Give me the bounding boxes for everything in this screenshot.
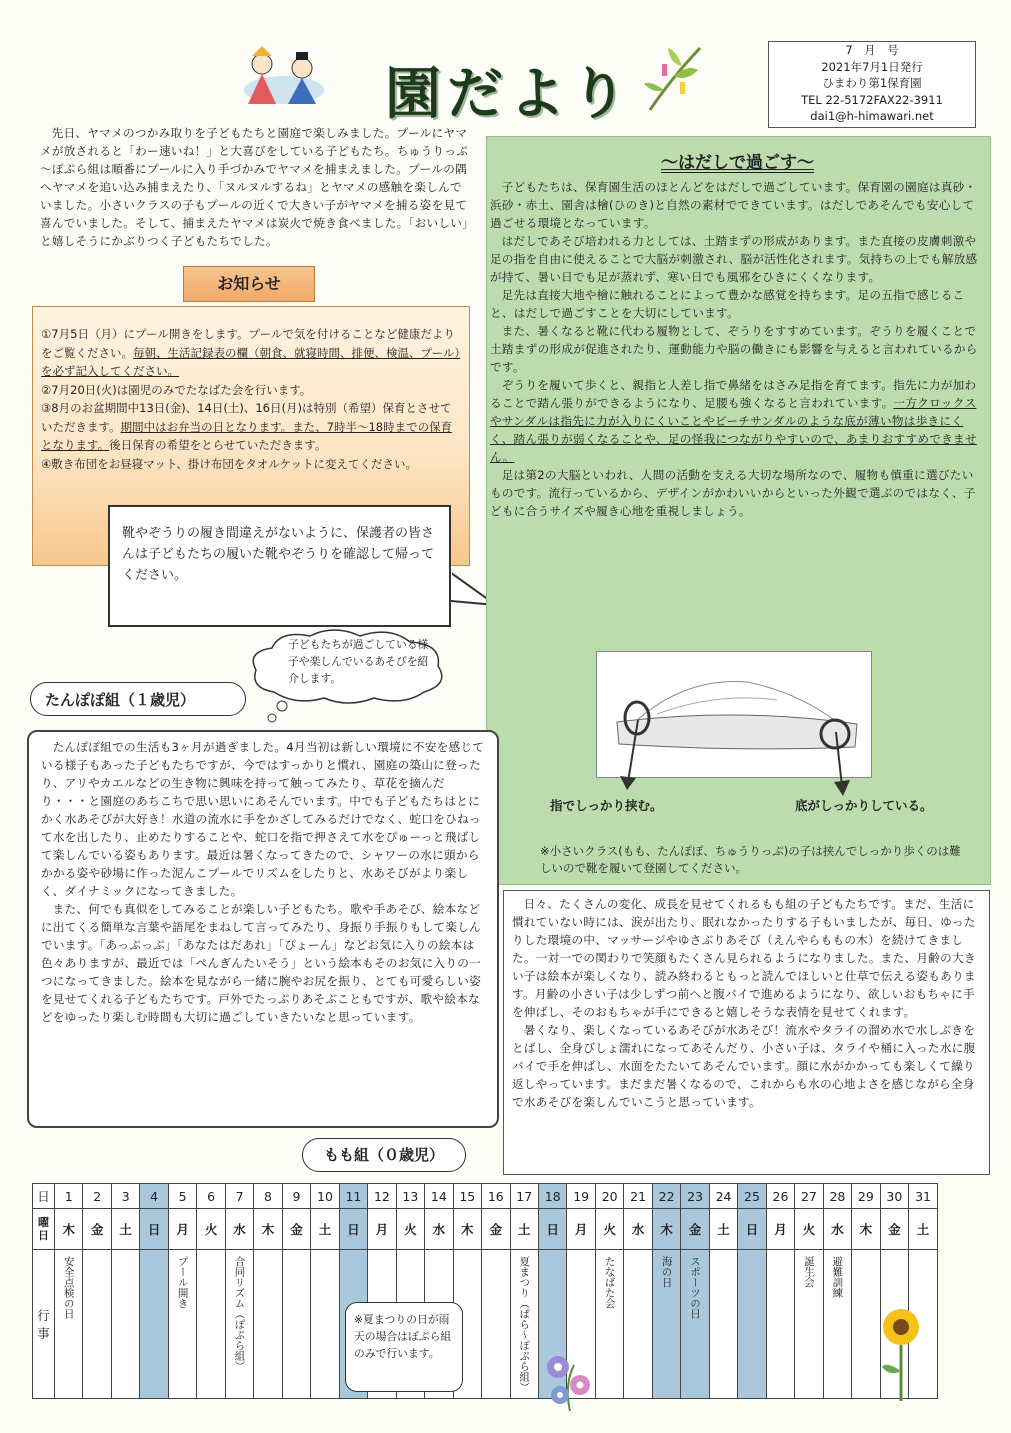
barefoot-paragraph: 足先は直接大地や檜に触れることによって豊かな感覚を持ちます。足の五指で感じること、はだしで過ごすことを大切にしています。 xyxy=(490,288,965,320)
calendar-day-cell: 18 xyxy=(538,1184,566,1209)
notice-item xyxy=(41,399,461,455)
calendar-weekday-cell: 金 xyxy=(282,1209,310,1250)
calendar-weekday-cell: 水 xyxy=(425,1209,453,1250)
small-class-note: ※小さいクラス(もも、たんぽぽ、ちゅうりっぷ)の子は挟んでしっかり歩くのは難しいので靴を履いて登園してください。 xyxy=(540,844,961,875)
calendar-day-cell: 1 xyxy=(55,1184,83,1209)
calendar-day-row xyxy=(33,1184,938,1209)
barefoot-paragraph: 子どもたちは、保育園生活のほとんどをはだしで過ごしています。保育園の園庭は真砂・浜砂・赤土、園舎は檜(ひのき)と自然の素材でできています。はだしであそんでも安心して過ごせる環境となっています。 xyxy=(490,180,977,230)
calendar-event-row xyxy=(33,1250,938,1399)
calendar-event-text: たなばた会 xyxy=(603,1256,616,1309)
notice-underlined: 期間中はお弁当の日となります。また、7時半～18時までの保育となります。 xyxy=(41,419,453,452)
calendar-day-cell: 14 xyxy=(425,1184,453,1209)
row-label: 曜日 xyxy=(33,1209,55,1250)
calendar-event-cell xyxy=(510,1250,538,1399)
barefoot-title-text: ～はだしで過ごす～ xyxy=(661,153,814,173)
barefoot-text xyxy=(490,178,985,520)
momo-box xyxy=(503,890,990,1175)
calendar-weekday-cell: 日 xyxy=(339,1209,367,1250)
cloud-tail-dots xyxy=(262,700,292,726)
phone-fax: TEL 22-5172FAX22-3911 xyxy=(801,92,943,107)
intro-paragraph: 先日、ヤマメのつかみ取りを子どもたちと園庭で楽しみました。プールにヤマメが放されると「わー速いね！」と大喜びをしている子どもたち。ちゅうりっぷ～ぽぷら組は順番にプールに入り手づかみでヤマメを捕まえました。プールの隅へヤマメを追い込み捕まえたり、「ヌルヌルするね」とヤマメの感触を楽しんでいました。小さいクラスの子もプールの近くで大きい子がヤマメを捕る姿を見て喜んでいました。そして、捕まえたヤマメは炭火で焼き食べました。「おいしい」と嬉しそうにかぶりつく子どもたちでした。 xyxy=(40,126,469,248)
calendar-day-cell: 9 xyxy=(282,1184,310,1209)
calendar-event-cell xyxy=(852,1250,880,1399)
calendar-day-cell: 23 xyxy=(681,1184,709,1209)
calendar-day-cell: 15 xyxy=(453,1184,481,1209)
calendar-weekday-cell: 木 xyxy=(453,1209,481,1250)
calendar-weekday-cell: 火 xyxy=(795,1209,823,1250)
arrow-icon xyxy=(610,716,650,796)
calendar-event-cell xyxy=(766,1250,794,1399)
notice-item xyxy=(41,455,461,474)
calendar-weekday-cell: 金 xyxy=(880,1209,908,1250)
calendar-event-cell xyxy=(795,1250,823,1399)
row-label: 日 xyxy=(33,1184,55,1209)
calendar-event-cell xyxy=(311,1250,339,1399)
calendar-weekday-cell: 土 xyxy=(510,1209,538,1250)
sunflower-illustration xyxy=(878,1305,924,1401)
calendar-weekday-cell: 火 xyxy=(197,1209,225,1250)
calendar-day-cell: 21 xyxy=(624,1184,652,1209)
calendar-weekday-cell: 木 xyxy=(652,1209,680,1250)
calendar-event-cell xyxy=(595,1250,623,1399)
calendar-event-text: 誕生会 xyxy=(802,1256,815,1288)
calendar-weekday-cell: 土 xyxy=(909,1209,938,1250)
issue-date: 2021年7月1日発行 xyxy=(821,59,923,74)
calendar-weekday-cell: 木 xyxy=(852,1209,880,1250)
calendar-day-cell: 13 xyxy=(396,1184,424,1209)
calendar-weekday-cell: 土 xyxy=(709,1209,737,1250)
calendar-weekday-cell: 火 xyxy=(595,1209,623,1250)
calendar-weekday-cell: 火 xyxy=(396,1209,424,1250)
calendar-day-cell: 10 xyxy=(311,1184,339,1209)
calendar-weekday-cell: 日 xyxy=(738,1209,766,1250)
issue-month: 7 月 号 xyxy=(845,43,899,57)
calendar-event-cell xyxy=(482,1250,510,1399)
calendar-weekday-cell: 月 xyxy=(766,1209,794,1250)
calendar-event-cell xyxy=(140,1250,168,1399)
notice-heading: お知らせ xyxy=(183,266,315,302)
caption-toe-grip: 指でしっかり挟む。 xyxy=(550,798,663,813)
page-title: 園だより xyxy=(385,62,633,127)
calendar-day-cell: 5 xyxy=(168,1184,196,1209)
barefoot-paragraph: また、暑くなると靴に代わる履物として、ぞうりをすすめています。ぞうりを履くことで土踏まずの形成が促進されたり、運動能力や脳の働きにも影響を与えると言われているからです。 xyxy=(490,324,978,374)
calendar-day-cell: 12 xyxy=(368,1184,396,1209)
notice-text: ②7月20日(火)は園児のみでたなばた会を行います。 xyxy=(41,382,312,397)
intro-text xyxy=(40,124,470,250)
calendar-weekday-cell: 木 xyxy=(55,1209,83,1250)
calendar-event-cell xyxy=(225,1250,253,1399)
calendar-day-cell: 29 xyxy=(852,1184,880,1209)
notice-underlined: 毎朝、生活記録表の欄（朝食、就寝時間、排便、検温、プール）を必ず記入してください。 xyxy=(41,345,461,378)
calendar-event-text: 海の日 xyxy=(660,1256,673,1288)
tanpopo-heading: たんぽぽ組（１歳児） xyxy=(30,682,246,716)
calendar-event-cell xyxy=(83,1250,111,1399)
cloud-text: 子どもたちが過ごしている様子や楽しんでいるあそびを紹介します。 xyxy=(288,638,429,685)
calendar-event-cell xyxy=(652,1250,680,1399)
calendar-day-cell: 27 xyxy=(795,1184,823,1209)
row-label: 行事 xyxy=(33,1250,55,1399)
calendar-weekday-cell: 土 xyxy=(311,1209,339,1250)
calendar-day-cell: 6 xyxy=(197,1184,225,1209)
event-calendar xyxy=(32,1183,938,1399)
shoe-reminder-bubble: 靴やぞうりの履き間違えがないように、保護者の皆さんは子どもたちの履いた靴やぞうりを確認して帰ってください。 xyxy=(108,505,451,627)
email: dai1@h-himawari.net xyxy=(810,109,934,123)
calendar-event-text: 避難訓練 xyxy=(831,1256,844,1298)
calendar-weekday-cell: 木 xyxy=(254,1209,282,1250)
calendar-event-cell xyxy=(111,1250,139,1399)
calendar-weekday-cell: 金 xyxy=(482,1209,510,1250)
momo-heading: もも組（０歳児） xyxy=(302,1138,466,1172)
calendar-weekday-cell: 日 xyxy=(538,1209,566,1250)
barefoot-paragraph: はだしであそび培われる力としては、土踏まずの形成があります。また直接の皮膚刺激や足の指を自由に使えることで大脳が刺激され、脳が活性化されます。気持ちの上でも解放感が持て、暑い日でも足が蒸れず、寒い日でも風邪をひきにくくなります。 xyxy=(490,234,978,284)
nursery-name: ひまわり第1保育園 xyxy=(822,76,922,90)
calendar-day-cell: 2 xyxy=(83,1184,111,1209)
barefoot-title xyxy=(486,148,989,173)
calendar-day-cell: 25 xyxy=(738,1184,766,1209)
calendar-event-cell xyxy=(197,1250,225,1399)
calendar-day-cell: 28 xyxy=(823,1184,851,1209)
calendar-day-cell: 31 xyxy=(909,1184,938,1209)
calendar-weekday-cell: 月 xyxy=(567,1209,595,1250)
calendar-day-cell: 3 xyxy=(111,1184,139,1209)
calendar-event-cell xyxy=(55,1250,83,1399)
calendar-event-cell xyxy=(709,1250,737,1399)
tanpopo-box xyxy=(27,730,499,1128)
morning-glory-illustration xyxy=(540,1345,598,1411)
hina-doll-illustration xyxy=(238,42,330,110)
caption-firm-sole: 底がしっかりしている。 xyxy=(795,798,933,813)
calendar-day-cell: 4 xyxy=(140,1184,168,1209)
calendar-day-cell: 26 xyxy=(766,1184,794,1209)
notice-text: 後日保育の希望をとらせていただきます。 xyxy=(109,438,327,452)
calendar-event-cell xyxy=(168,1250,196,1399)
calendar-weekday-cell: 月 xyxy=(368,1209,396,1250)
calendar-event-cell xyxy=(254,1250,282,1399)
calendar-weekday-cell: 金 xyxy=(681,1209,709,1250)
barefoot-underlined: 一方クロックスやサンダルは指先に力が入りにくいことやビーチサンダルのような底が薄い物は歩きにくく、踏ん張りが弱くなることや、足の怪我につながりやすいので、あまりおすすめできません。 xyxy=(490,396,977,464)
notice-item xyxy=(41,325,461,381)
calendar-event-cell xyxy=(282,1250,310,1399)
tanpopo-paragraph: また、何でも真似をしてみることが楽しい子どもたち。歌や手あそび、絵本などに出てくる簡単な言葉や語尾をまねして言ってみたり、身振り手振りもして楽しんでいます。「あっぷっぷ」「あなたはだあれ」「ぴょーん」などお気に入りの絵本は色々ありますが、最近では「ぺんぎんたいそう」という絵本もそのお気に入りの一つになってきました。絵本を見ながら一緒に腕やお尻を振り、とても可愛らしい姿を見せてくれる子どもたちです。戸外でたっぷりあそぶこともですが、歌や絵本などをゆったり楽しむ時間も大切に過ごしていきたいなと思っています。 xyxy=(41,902,482,1024)
notice-text: ①7月5日（月）にプール開きをします。プールで気を付けることなど健康だよりをご覧ください。 xyxy=(41,327,455,360)
momo-paragraph: 暑くなり、楽しくなっているあそびが水あそび！流水やタライの溜め水で水しぶきをとばし、全身びしょ濡れになってあそんだり、小さい子は、タライや桶に入った水に腹バイで手を伸ばし、水面をたたいてあそんでいます。顔に水がかかっても楽しくて繰り返しやっています。まだまだ暑くなるので、これからも水の心地よさを感じながら全身で水あそびを楽しんでいこうと思っています。 xyxy=(512,1023,976,1109)
calendar-event-cell xyxy=(681,1250,709,1399)
calendar-weekday-cell: 水 xyxy=(624,1209,652,1250)
festival-rain-callout: ※夏まつりの日が雨天の場合はぽぷら組のみで行います。 xyxy=(345,1302,463,1392)
calendar-weekday-cell: 水 xyxy=(823,1209,851,1250)
barefoot-text-span: ぞうりを履いて歩くと、親指と人差し指で鼻緒をはさみ足指を育てます。指先に力が加わることで踏ん張りができるようになり、足腰も強くなると言われています。 xyxy=(490,378,977,410)
calendar-day-cell: 8 xyxy=(254,1184,282,1209)
calendar-day-cell: 11 xyxy=(339,1184,367,1209)
calendar-weekday-cell: 土 xyxy=(111,1209,139,1250)
notice-text: ④敷き布団をお昼寝マット、掛け布団をタオルケットに変えてください。 xyxy=(41,456,418,471)
calendar-weekday-cell: 月 xyxy=(168,1209,196,1250)
momo-paragraph: 日々、たくさんの変化、成長を見せてくれるもも組の子どもたちです。まだ、生活に慣れていない時には、涙が出たり、眠れなかったりする子もいましたが、毎日、ゆったりした環境の中、マッサージやゆさぶりあそび（えんやらももの木）を続けてきました。一対一での関わりで笑顔もたくさん見られるようになりました。また、月齢の大きい子は絵本が楽しくなり、読み終わるともっと読んでほしいと仕草で伝える姿もあります。月齢の小さい子は少しずつ前へと腹バイで進めるようになり、欲しいおもちゃに手を伸ばし、そのおもちゃが手にできると嬉しそうな表情を見せてくれます。 xyxy=(512,897,976,1019)
tanpopo-paragraph: たんぽぽ組での生活も3ヶ月が過ぎました。4月当初は新しい環境に不安を感じている様子もあった子どもたちですが、今ではすっかりと慣れ、園庭の築山に登ったり、アリやカエルなどの生き物に興味を持って触ってみたり、草花を摘んだり・・・と園庭のあちこちで思い思いにあそんでいます。中でも子どもたちはとにかく水あそびが大好き！水道の流水に手をかざしてみるだけでなく、蛇口をひねって水を出したり、止めたりすることや、蛇口を指で押さえて水をぴゅーっと飛ばして楽しんでいる姿もあります。最近は暑くなってきたので、シャワーの水に頭からかかる姿や砂場に作った泥んこプールでリズムをしたりと、水あそびがより楽しく、ダイナミックになってきました。 xyxy=(41,740,485,898)
calendar-event-text: プール開き xyxy=(176,1256,189,1309)
barefoot-paragraph: 足は第2の大脳といわれ、人間の活動を支える大切な場所なので、履物も慎重に選びたいものです。流行っているから、デザインがかわいいからといった外観で選ぶのではなく、子どもに合うサイズや履き心地を重視しましょう。 xyxy=(490,468,976,518)
calendar-event-cell xyxy=(738,1250,766,1399)
calendar-weekday-row xyxy=(33,1209,938,1250)
calendar-event-text: 合同リズム（ぽぷら組） xyxy=(233,1256,246,1372)
issue-info-box xyxy=(768,41,976,128)
calendar-day-cell: 7 xyxy=(225,1184,253,1209)
calendar-day-cell: 30 xyxy=(880,1184,908,1209)
barefoot-paragraph xyxy=(490,376,985,466)
calendar-event-text: スポーツの日 xyxy=(689,1256,702,1319)
calendar-day-cell: 16 xyxy=(482,1184,510,1209)
calendar-weekday-cell: 金 xyxy=(83,1209,111,1250)
arrow-icon xyxy=(820,730,860,800)
calendar-weekday-cell: 日 xyxy=(140,1209,168,1250)
calendar-weekday-cell: 水 xyxy=(225,1209,253,1250)
calendar-day-cell: 22 xyxy=(652,1184,680,1209)
calendar-event-cell xyxy=(624,1250,652,1399)
notice-item xyxy=(41,381,461,400)
calendar-day-cell: 19 xyxy=(567,1184,595,1209)
calendar-day-cell: 17 xyxy=(510,1184,538,1209)
calendar-event-text: 夏まつり（ぱら～ぽぷら組） xyxy=(518,1256,531,1393)
calendar-day-cell: 24 xyxy=(709,1184,737,1209)
calendar-event-cell xyxy=(823,1250,851,1399)
bamboo-leaf-icon xyxy=(640,40,712,112)
calendar-day-cell: 20 xyxy=(595,1184,623,1209)
calendar-event-text: 安全点検の日 xyxy=(62,1256,75,1319)
notice-text: ③8月のお盆期間中13日(金)、14日(土)、16日(月)は特別（希望）保育とさせていただきます。 xyxy=(41,401,452,434)
